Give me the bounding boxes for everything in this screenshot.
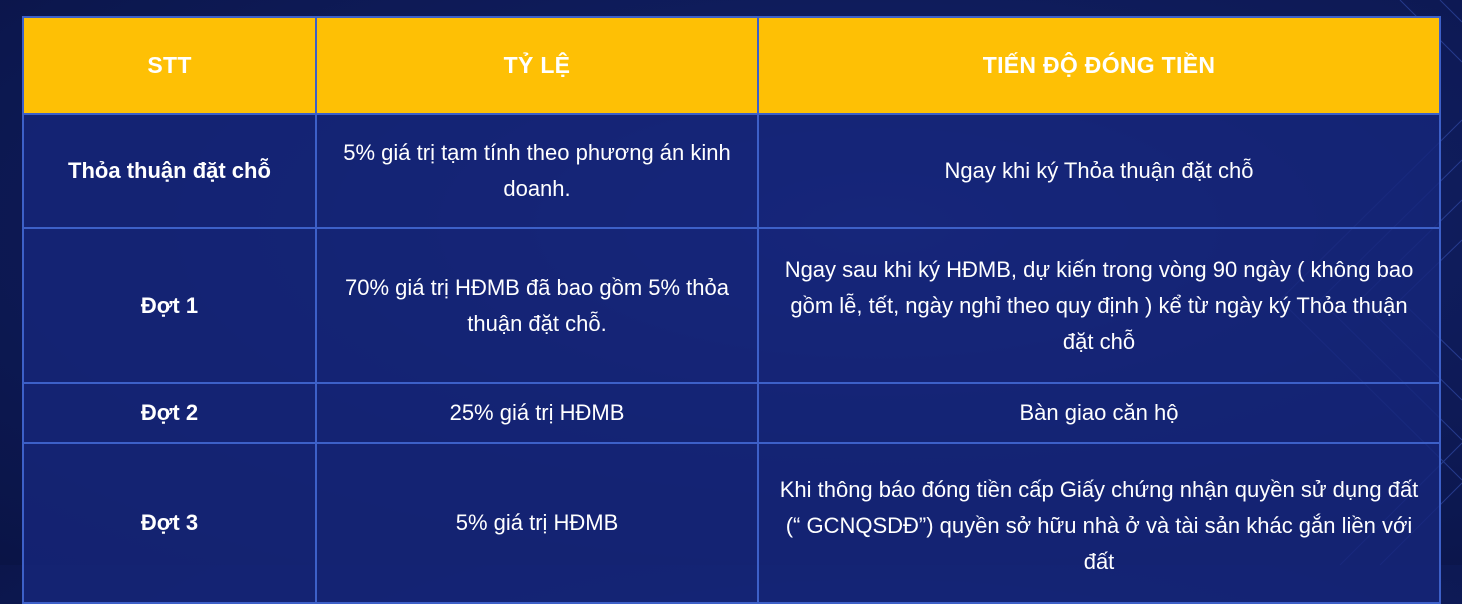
row-schedule: Bàn giao căn hộ <box>758 383 1440 443</box>
table-row <box>23 383 1440 443</box>
table-row <box>23 228 1440 383</box>
row-stt: Đợt 2 <box>23 383 316 443</box>
header-schedule: TIẾN ĐỘ ĐÓNG TIỀN <box>758 17 1440 114</box>
row-schedule: Ngay khi ký Thỏa thuận đặt chỗ <box>758 114 1440 228</box>
row-ratio: 5% giá trị HĐMB <box>316 443 758 603</box>
row-ratio: 25% giá trị HĐMB <box>316 383 758 443</box>
row-schedule: Ngay sau khi ký HĐMB, dự kiến trong vòng 90 ngày ( không bao gồm lễ, tết, ngày nghỉ theo quy định ) kể từ ngày ký Thỏa thuận đặt chỗ <box>758 228 1440 383</box>
row-stt: Thỏa thuận đặt chỗ <box>23 114 316 228</box>
row-schedule: Khi thông báo đóng tiền cấp Giấy chứng nhận quyền sử dụng đất (“ GCNQSDĐ”) quyền sở hữu nhà ở và tài sản khác gắn liền với đất <box>758 443 1440 603</box>
row-ratio: 5% giá trị tạm tính theo phương án kinh doanh. <box>316 114 758 228</box>
row-stt: Đợt 1 <box>23 228 316 383</box>
table-row <box>23 114 1440 228</box>
row-stt: Đợt 3 <box>23 443 316 603</box>
table-header-row <box>23 17 1440 114</box>
payment-schedule-table <box>22 16 1441 604</box>
header-stt: STT <box>23 17 316 114</box>
header-ratio: TỶ LỆ <box>316 17 758 114</box>
table-row <box>23 443 1440 603</box>
row-ratio: 70% giá trị HĐMB đã bao gồm 5% thỏa thuận đặt chỗ. <box>316 228 758 383</box>
